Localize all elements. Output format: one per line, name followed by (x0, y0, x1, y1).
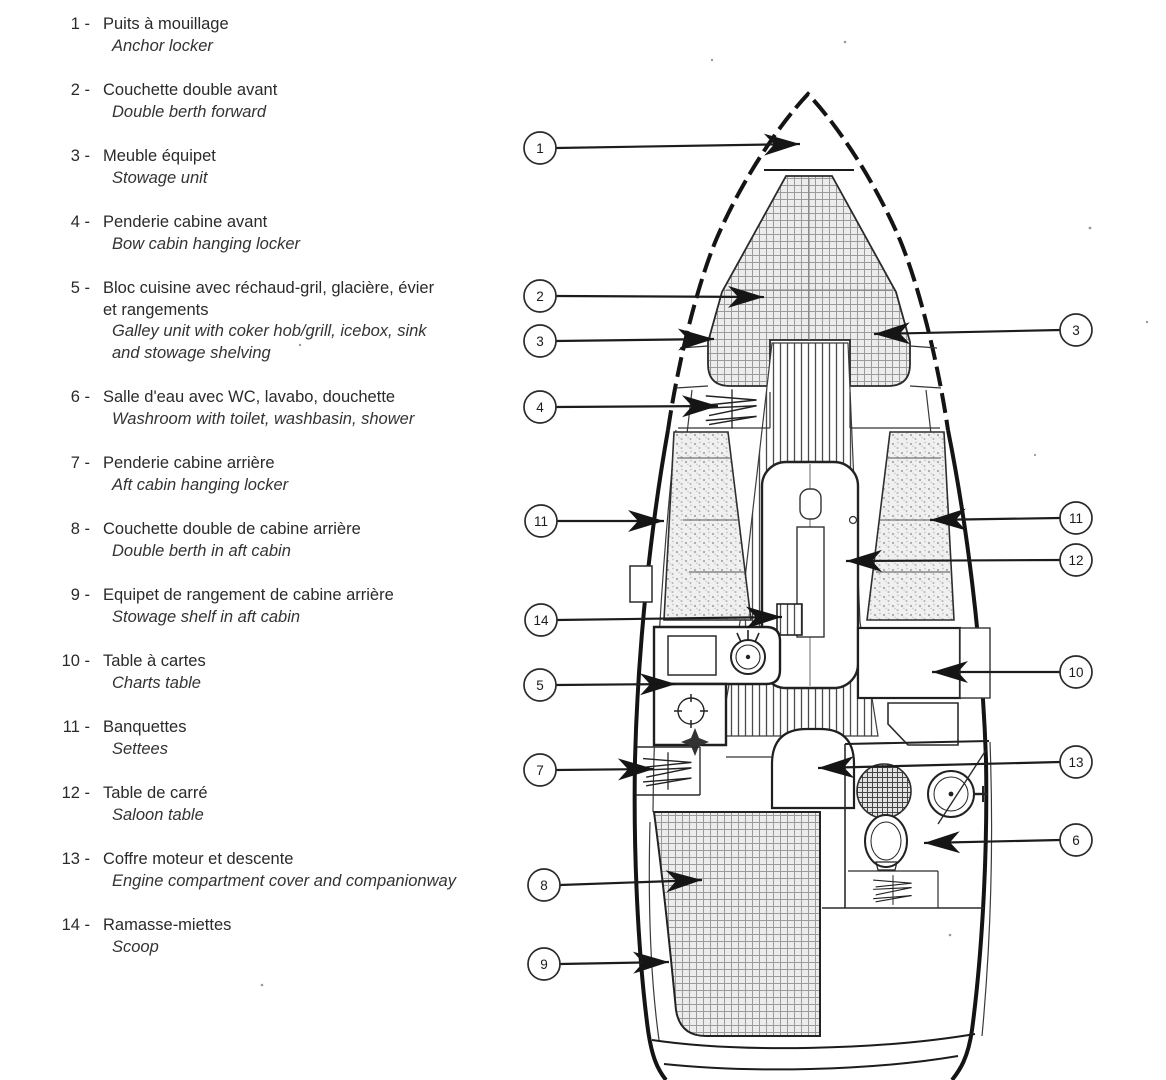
legend-number: 2 - (70, 81, 90, 99)
callout-leader-arrow (556, 769, 654, 770)
legend-fr-line: Puits à mouillage (103, 15, 229, 33)
callout-number: 10 (1068, 664, 1084, 680)
legend-fr-line: Penderie cabine arrière (103, 454, 275, 472)
callout-6-right (924, 824, 1092, 856)
shower-grate (857, 764, 911, 818)
legend-fr-line: Meuble équipet (103, 147, 216, 165)
hanger-icon (873, 875, 911, 905)
callout-13-right (818, 746, 1092, 778)
callout-number: 11 (533, 513, 549, 529)
legend-fr-line: Table de carré (103, 784, 208, 802)
legend-en-line: Stowage unit (112, 168, 208, 187)
legend-fr-line: Bloc cuisine avec réchaud-gril, glacière, évier (103, 279, 435, 297)
legend-fr-line: Couchette double de cabine arrière (103, 520, 361, 538)
callout-number: 5 (536, 677, 544, 693)
legend-en-line: Anchor locker (112, 36, 213, 55)
legend-en-line: and stowage shelving (112, 343, 271, 362)
legend-number: 14 - (61, 916, 90, 934)
callout-leader-arrow (556, 684, 676, 685)
legend-number: 6 - (70, 388, 90, 406)
legend-fr-line: Coffre moteur et descente (103, 850, 294, 868)
chart-table (858, 628, 990, 745)
legend-fr-line: et rangements (103, 300, 209, 319)
legend-en-line: Washroom with toilet, washbasin, shower (112, 409, 415, 428)
legend-fr-line: Couchette double avant (103, 81, 278, 99)
legend-number: 3 - (70, 147, 90, 165)
legend-number: 12 - (61, 784, 90, 802)
callout-leader-arrow (556, 296, 764, 297)
callout-number: 7 (536, 762, 544, 778)
callout-number: 1 (536, 140, 544, 156)
transom-lines (652, 1034, 975, 1069)
aft-hanging-locker (636, 747, 700, 795)
callout-number: 11 (1068, 510, 1084, 526)
callout-leader-arrow (556, 339, 714, 341)
callout-leader-arrow (556, 144, 800, 148)
callout-number: 9 (540, 956, 548, 972)
legend-en-line: Stowage shelf in aft cabin (112, 607, 301, 626)
callout-number: 12 (1068, 552, 1084, 568)
callout-number: 13 (1068, 754, 1084, 770)
legend-number: 10 - (61, 652, 90, 670)
legend-en-line: Bow cabin hanging locker (112, 234, 301, 253)
legend-en-line: Scoop (112, 937, 159, 956)
legend-en-line: Settees (112, 739, 168, 758)
scoop (777, 604, 802, 635)
callout-number: 3 (1072, 322, 1080, 338)
callout-11-right (930, 502, 1092, 534)
table-fitting (850, 517, 857, 524)
callout-number: 3 (536, 333, 544, 349)
galley-sink (668, 636, 716, 675)
toilet (865, 815, 907, 870)
callout-number: 8 (540, 877, 548, 893)
hull-port-side (635, 430, 668, 1080)
callout-number: 2 (536, 288, 544, 304)
legend-number: 11 - (62, 718, 90, 736)
legend-number: 13 - (61, 850, 90, 868)
legend-fr-line: Equipet de rangement de cabine arrière (103, 586, 394, 604)
legend-fr-line: Penderie cabine avant (103, 213, 268, 231)
starboard-settee (867, 432, 954, 620)
port-settee (664, 432, 751, 620)
legend-en-line: Galley unit with coker hob/grill, icebox, sink (112, 322, 427, 340)
callout-leader-arrow (924, 840, 1060, 843)
legend-number: 4 - (70, 213, 90, 231)
legend-fr-line: Banquettes (103, 718, 187, 736)
callout-11-left (525, 505, 664, 537)
legend-number: 7 - (70, 454, 90, 472)
callout-number: 14 (533, 612, 549, 628)
callout-9-left (528, 948, 669, 980)
legend-number: 5 - (70, 279, 90, 297)
table-cutout (800, 489, 821, 519)
legend-en-line: Charts table (112, 673, 201, 692)
legend-en-line: Engine compartment cover and companionway (112, 871, 456, 890)
hanger-icon (643, 752, 691, 789)
legend-en-line: Saloon table (112, 805, 204, 824)
legend-number: 9 - (70, 586, 90, 604)
legend-en-line: Double berth in aft cabin (112, 541, 291, 560)
washroom-hanging-locker (848, 871, 938, 908)
callout-number: 4 (536, 399, 544, 415)
legend-fr-line: Salle d'eau avec WC, lavabo, douchette (103, 388, 396, 406)
hanger-icon (706, 389, 757, 428)
callout-leader-arrow (556, 406, 718, 407)
legend-en-line: Aft cabin hanging locker (112, 475, 289, 494)
legend-number: 1 - (70, 15, 90, 33)
legend-number: 8 - (70, 520, 90, 538)
hull-starboard-side (948, 430, 986, 1080)
legend-en-line: Double berth forward (112, 102, 267, 121)
port-hull-fitting (630, 566, 652, 602)
legend-fr-line: Ramasse-miettes (103, 916, 232, 934)
callout-number: 6 (1072, 832, 1080, 848)
chart-table-seat (888, 703, 958, 745)
aft-berth (654, 812, 820, 1036)
legend-fr-line: Table à cartes (103, 652, 206, 670)
callout-leader-arrow (930, 518, 1060, 520)
callout-leader-arrow (560, 962, 669, 964)
callout-leader-arrow (846, 560, 1060, 561)
